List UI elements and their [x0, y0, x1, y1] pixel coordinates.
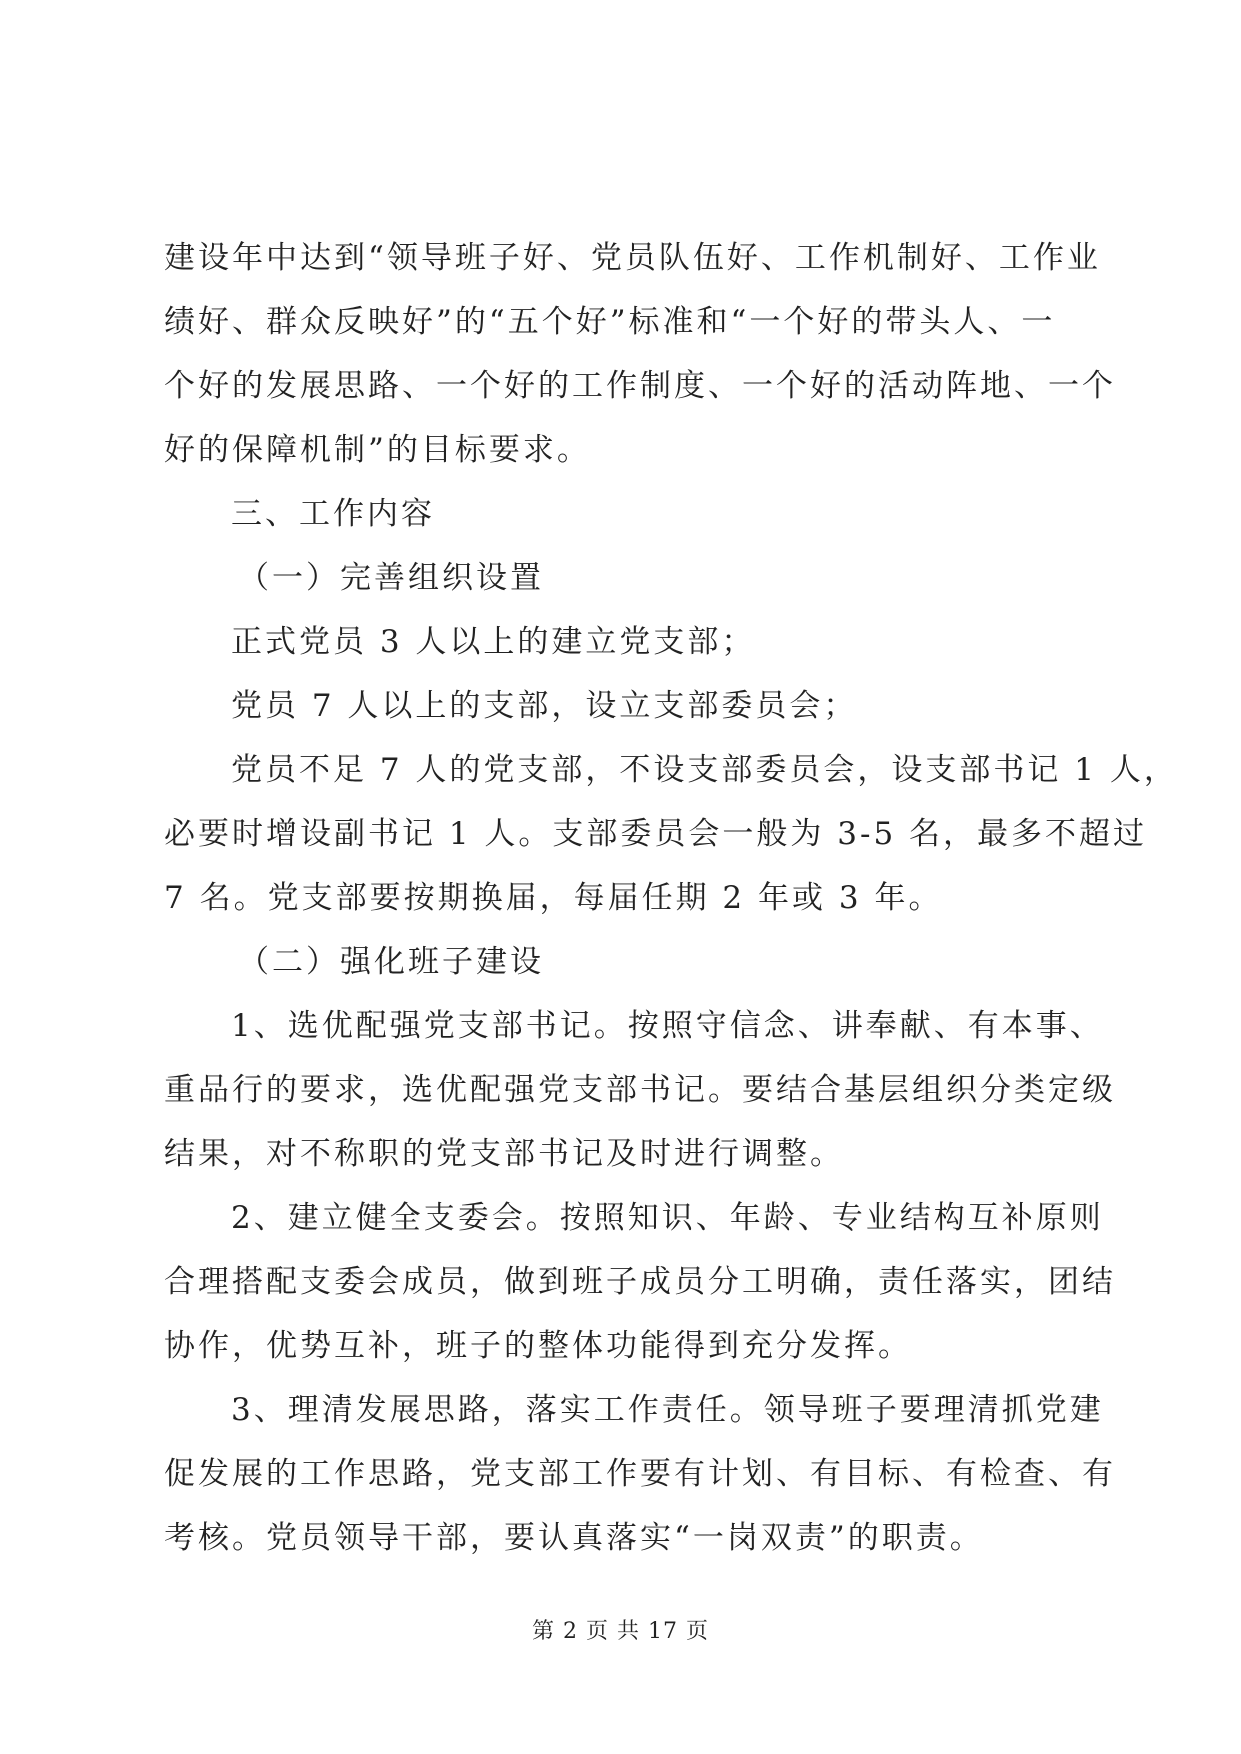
subsection-heading: （一）完善组织设置	[238, 560, 544, 596]
text-line: 结果，对不称职的党支部书记及时进行调整。	[164, 1136, 844, 1172]
text-line: 考核。党员领导干部，要认真落实“一岗双责”的职责。	[164, 1520, 984, 1556]
body-text	[164, 226, 1178, 1570]
text-line: 党员不足 7 人的党支部，不设支部委员会，设支部书记 1 人，	[231, 752, 1178, 788]
text-line: 重品行的要求，选优配强党支部书记。要结合基层组织分类定级	[164, 1072, 1116, 1108]
text-line: 7 名。党支部要按期换届，每届任期 2 年或 3 年。	[164, 880, 943, 916]
text-line: 党员 7 人以上的支部，设立支部委员会；	[231, 688, 858, 724]
text-line: 3、理清发展思路，落实工作责任。领导班子要理清抓党建	[231, 1392, 1104, 1428]
subsection-heading: （二）强化班子建设	[238, 944, 544, 980]
text-line: 1、选优配强党支部书记。按照守信念、讲奉献、有本事、	[231, 1008, 1104, 1044]
text-line: 绩好、群众反映好”的“五个好”标准和“一个好的带头人、一	[164, 304, 1056, 340]
text-line: 协作，优势互补，班子的整体功能得到充分发挥。	[164, 1328, 912, 1364]
text-line: 促发展的工作思路，党支部工作要有计划、有目标、有检查、有	[164, 1456, 1116, 1492]
text-line: 好的保障机制”的目标要求。	[164, 432, 591, 468]
section-heading: 三、工作内容	[231, 496, 435, 532]
text-line: 个好的发展思路、一个好的工作制度、一个好的活动阵地、一个	[164, 368, 1116, 404]
text-line: 合理搭配支委会成员，做到班子成员分工明确，责任落实，团结	[164, 1264, 1116, 1300]
text-line: 2、建立健全支委会。按照知识、年龄、专业结构互补原则	[231, 1200, 1104, 1236]
page-footer: 第 2 页 共 17 页	[532, 1619, 709, 1644]
text-line: 必要时增设副书记 1 人。支部委员会一般为 3-5 名，最多不超过	[164, 816, 1148, 852]
text-line: 正式党员 3 人以上的建立党支部；	[231, 624, 756, 660]
text-line: 建设年中达到“领导班子好、党员队伍好、工作机制好、工作业	[164, 240, 1101, 276]
